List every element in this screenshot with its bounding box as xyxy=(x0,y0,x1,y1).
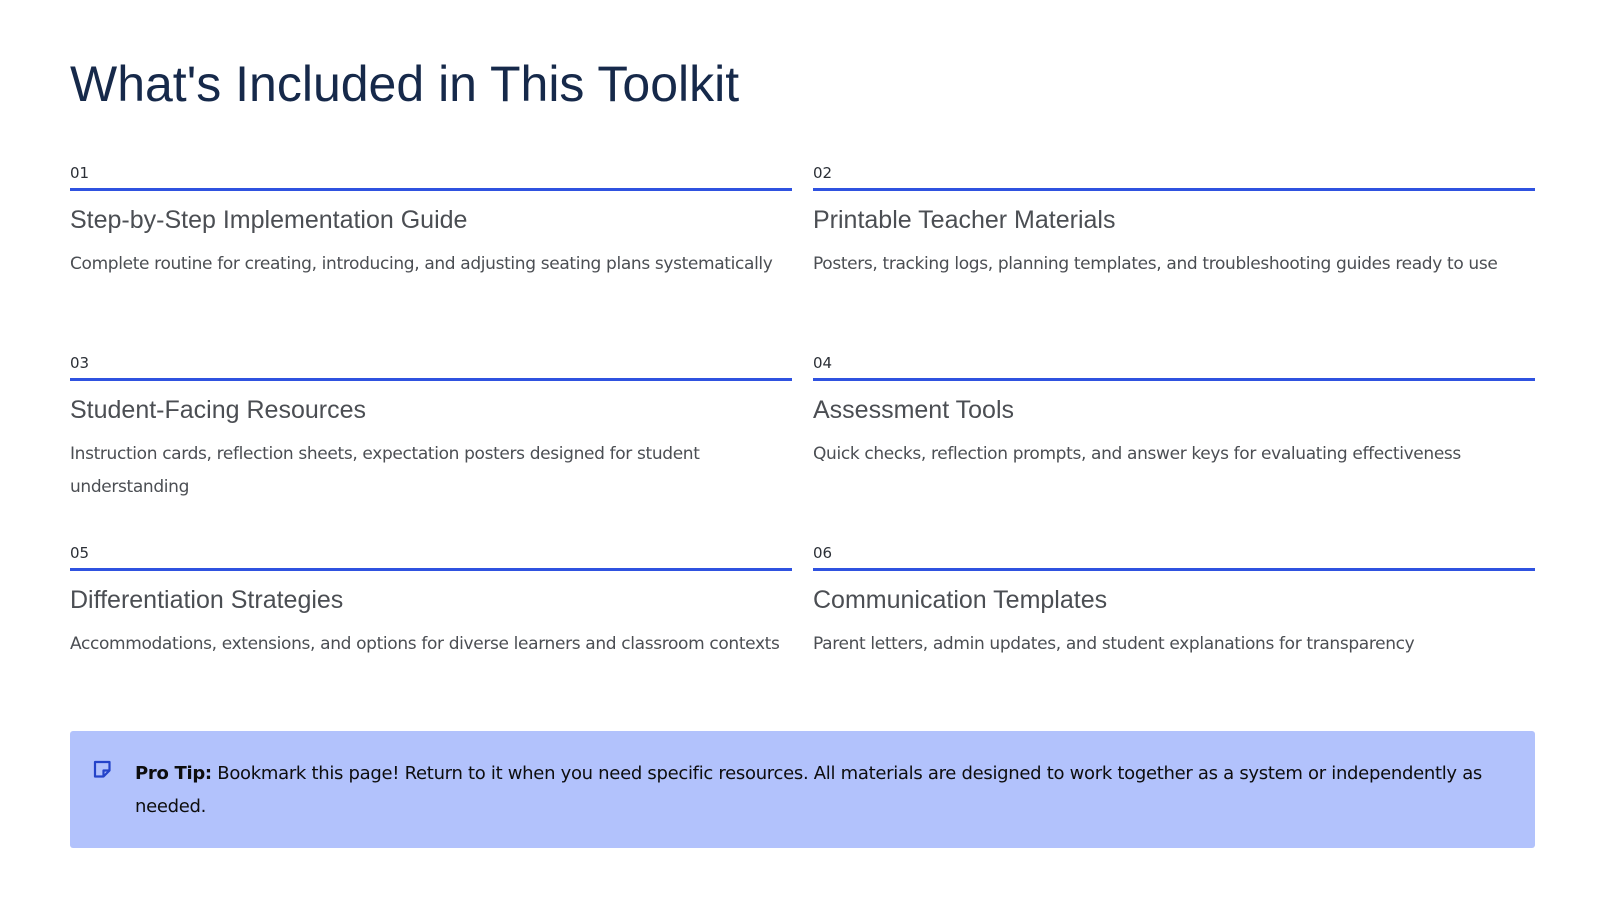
item-number: 05 xyxy=(70,543,792,571)
toolkit-items-grid xyxy=(70,163,1535,733)
item-number: 03 xyxy=(70,353,792,381)
item-description: Posters, tracking logs, planning templates, and troubleshooting guides ready to use xyxy=(813,254,1498,274)
item-number: 02 xyxy=(813,163,1535,191)
item-number: 06 xyxy=(813,543,1535,571)
toolkit-item xyxy=(813,543,1535,733)
item-description: Accommodations, extensions, and options for diverse learners and classroom contexts xyxy=(70,634,780,654)
pro-tip-body: Bookmark this page! Return to it when you need specific resources. All materials are designed to work together as a system or independently as needed. xyxy=(135,763,1483,817)
pro-tip-text xyxy=(135,757,1505,823)
toolkit-item xyxy=(813,163,1535,353)
item-title: Communication Templates xyxy=(813,586,1108,614)
item-title: Differentiation Strategies xyxy=(70,586,344,614)
toolkit-item xyxy=(70,353,792,543)
pro-tip-label: Pro Tip: xyxy=(135,763,212,784)
item-description: Instruction cards, reflection sheets, expectation posters designed for student understanding xyxy=(70,444,700,497)
toolkit-item xyxy=(813,353,1535,543)
item-title: Assessment Tools xyxy=(813,396,1015,424)
item-title: Student-Facing Resources xyxy=(70,396,366,424)
toolkit-item xyxy=(70,543,792,733)
item-description: Complete routine for creating, introducing, and adjusting seating plans systematically xyxy=(70,254,773,274)
item-description: Quick checks, reflection prompts, and answer keys for evaluating effectiveness xyxy=(813,444,1461,464)
item-title: Step-by-Step Implementation Guide xyxy=(70,206,468,234)
item-title: Printable Teacher Materials xyxy=(813,206,1116,234)
item-number: 01 xyxy=(70,163,792,191)
pro-tip-callout xyxy=(70,731,1535,848)
item-number: 04 xyxy=(813,353,1535,381)
item-description: Parent letters, admin updates, and student explanations for transparency xyxy=(813,634,1415,654)
note-icon xyxy=(93,760,112,779)
toolkit-item xyxy=(70,163,792,353)
page-title: What's Included in This Toolkit xyxy=(70,56,740,112)
toolkit-page xyxy=(70,0,1535,900)
